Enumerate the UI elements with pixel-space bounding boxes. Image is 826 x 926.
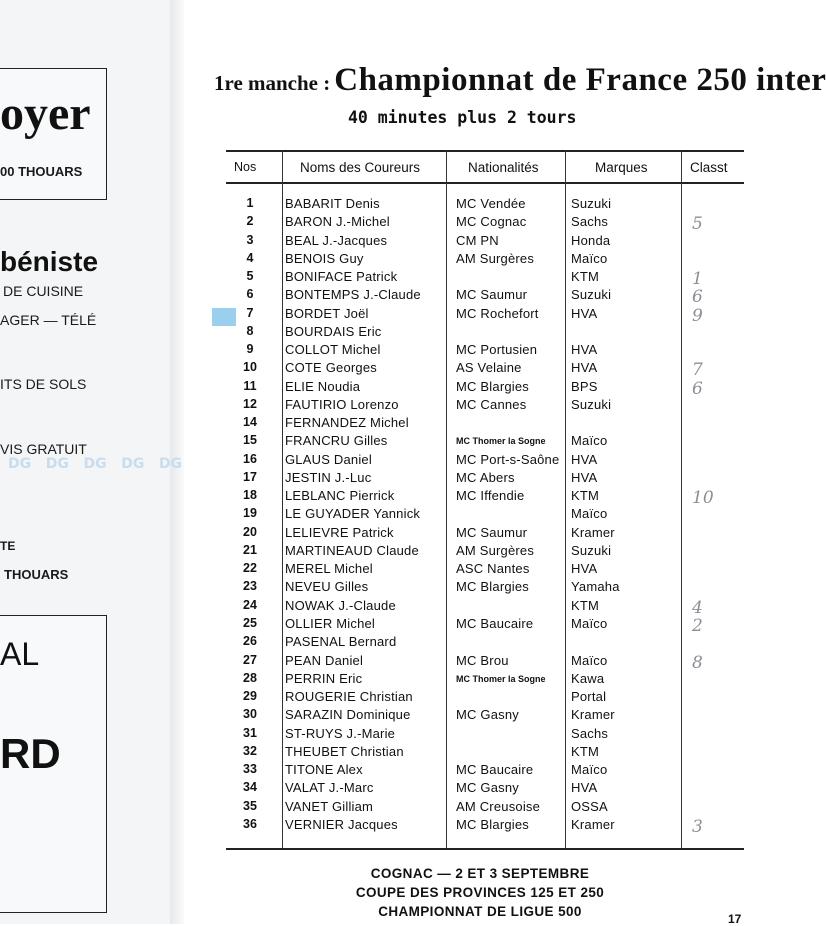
rider-name: BABARIT Denis [285, 196, 380, 211]
rider-name: COLLOT Michel [285, 342, 381, 358]
rider-brand: Maïco [571, 652, 608, 668]
ad-line-4: VIS GRATUIT [0, 441, 87, 457]
rider-name: BORDET Joël [285, 305, 369, 321]
title-prefix: 1re manche : [214, 71, 331, 95]
rider-brand: Maïco [571, 250, 608, 266]
rider-name: JESTIN J.-Luc [285, 469, 372, 485]
rider-name: GLAUS Daniel [285, 451, 372, 467]
header-mar: Marques [595, 160, 648, 175]
rider-brand: BPS [571, 378, 598, 394]
rider-brand: HVA [571, 780, 598, 796]
rider-name: LEBLANC Pierrick [285, 488, 395, 504]
rider-number: 16 [243, 451, 257, 466]
rider-number: 12 [243, 396, 257, 411]
ad-city-2: THOUARS [4, 567, 69, 582]
rider-brand: Maïco [571, 615, 608, 631]
rider-number: 31 [243, 725, 257, 740]
rider-number: 8 [246, 323, 254, 338]
rider-name: BENOIS Guy [285, 250, 364, 266]
rider-rank: 3 [692, 816, 703, 837]
rider-club: AS Velaine [456, 360, 522, 376]
table-row [0, 671, 750, 689]
rider-brand: Kramer [571, 816, 615, 832]
header-name: Noms des Coureurs [300, 160, 421, 175]
table-row [0, 634, 750, 652]
rider-name: FAUTIRIO Lorenzo [285, 396, 399, 412]
rider-number: 18 [243, 488, 257, 503]
table-row [0, 579, 750, 597]
table-header-rule [226, 182, 744, 184]
rider-rank: 9 [692, 305, 703, 326]
table-row [0, 379, 750, 397]
rider-number: 26 [243, 634, 257, 649]
ad-line-1: DE CUISINE [3, 283, 84, 299]
rider-rank: 6 [692, 287, 703, 308]
rider-club: MC Cognac [456, 214, 527, 230]
ad-big-2: RD [0, 730, 61, 777]
rider-club: MC Blargies [456, 579, 529, 595]
rider-number: 17 [243, 469, 257, 484]
table-row [0, 543, 750, 561]
rider-brand: Suzuki [571, 396, 612, 412]
rider-brand: Kawa [571, 670, 605, 686]
rider-rank: 6 [692, 378, 703, 399]
rider-name: VANET Gilliam [285, 798, 374, 814]
rider-name: VERNIER Jacques [285, 816, 398, 832]
table-row [0, 415, 750, 433]
rider-club: AM Surgères [456, 542, 535, 558]
rider-number: 34 [243, 780, 257, 795]
table-row [0, 561, 750, 579]
rider-name: PEAN Daniel [285, 652, 364, 668]
table-top-rule [226, 150, 744, 152]
rider-number: 27 [243, 652, 257, 667]
rider-name: LE GUYADER Yannick [285, 506, 421, 522]
rider-club: MC Baucaire [456, 762, 534, 778]
table-bottom-rule [226, 848, 744, 850]
rider-brand: Portal [571, 689, 607, 705]
rider-brand: Sachs [571, 725, 609, 741]
rider-name: ST-RUYS J.-Marie [285, 725, 396, 741]
rider-rank: 1 [692, 269, 703, 290]
table-row [0, 653, 750, 671]
table-row [0, 525, 750, 543]
rider-brand: OSSA [571, 798, 608, 814]
rider-club: MC Saumur [456, 287, 528, 303]
table-row [0, 397, 750, 415]
rider-name: NOWAK J.-Claude [285, 597, 396, 613]
rider-name: TITONE Alex [285, 762, 363, 778]
rider-brand: HVA [571, 469, 598, 485]
page-number: 17 [728, 912, 742, 926]
rider-name: PERRIN Eric [285, 670, 363, 686]
rider-name: COTE Georges [285, 360, 377, 376]
page-title [214, 62, 826, 99]
table-row [0, 360, 750, 381]
rider-brand: Suzuki [571, 196, 612, 211]
rider-number: 25 [243, 615, 257, 630]
rider-club: MC Blargies [456, 378, 529, 394]
table-row [0, 598, 750, 616]
table-row [0, 251, 750, 269]
rider-brand: Maïco [571, 433, 608, 449]
rider-name: ELIE Noudia [285, 378, 361, 394]
rider-name: LELIEVRE Patrick [285, 524, 394, 540]
table-row [0, 762, 750, 780]
rider-number: 6 [246, 287, 254, 302]
table-row [0, 689, 750, 707]
table-row [0, 744, 750, 762]
rider-brand: HVA [571, 561, 598, 577]
table-row [0, 817, 750, 835]
rider-club: MC Saumur [456, 524, 528, 540]
rider-club: MC Iffendie [456, 488, 525, 504]
rider-brand: HVA [571, 451, 598, 467]
rider-club: MC Rochefort [456, 305, 539, 321]
rider-brand: HVA [571, 360, 598, 376]
ad-line-2: AGER — TÉLÉ [0, 312, 97, 328]
rider-brand: Yamaha [571, 579, 620, 595]
ad-brand-fragment: oyer [0, 87, 91, 140]
table-row [0, 470, 750, 488]
rider-club: MC Gasny [456, 707, 520, 723]
rider-name: BOURDAIS Eric [285, 323, 382, 339]
table-row [0, 287, 750, 308]
ad-city: 00 THOUARS [0, 164, 83, 179]
rider-number: 1 [246, 196, 254, 210]
rider-name: PASENAL Bernard [285, 634, 397, 650]
rider-number: 21 [243, 542, 257, 557]
rider-number: 14 [243, 415, 257, 430]
table-row [0, 506, 750, 524]
table-row [0, 488, 750, 509]
rider-number: 15 [243, 433, 257, 448]
rider-number: 29 [243, 689, 257, 704]
ad-te: TE [0, 539, 16, 553]
rider-name: ROUGERIE Christian [285, 689, 413, 705]
rider-rank: 5 [692, 214, 703, 235]
rider-number: 4 [246, 250, 254, 265]
rider-number: 11 [243, 378, 257, 393]
rider-number: 20 [243, 524, 257, 539]
rider-name: SARAZIN Dominique [285, 707, 411, 723]
rider-brand: HVA [571, 342, 598, 358]
rider-number: 30 [243, 707, 257, 722]
ad-big-1: AL [0, 636, 40, 672]
rider-number: 2 [246, 214, 254, 229]
rider-number: 23 [243, 579, 257, 594]
rider-brand: HVA [571, 305, 598, 321]
rider-number: 36 [243, 816, 257, 831]
rider-club: MC Vendée [456, 196, 526, 211]
table-row [0, 269, 750, 290]
rider-club: MC Cannes [456, 396, 527, 412]
rider-rank: 7 [692, 360, 703, 381]
rider-number: 7 [246, 305, 254, 320]
table-row [0, 707, 750, 725]
ad-heading: béniste [0, 246, 99, 277]
rider-club: MC Baucaire [456, 615, 534, 631]
rider-number: 10 [243, 360, 257, 375]
title-main: Championnat de France 250 inter [334, 62, 826, 98]
rider-club: MC Thomer la Sogne [456, 673, 546, 684]
rider-number: 9 [246, 342, 254, 357]
rider-brand: KTM [571, 269, 600, 285]
rider-brand: Maïco [571, 506, 608, 522]
rider-number: 19 [243, 506, 257, 521]
header-nat: Nationalités [468, 160, 539, 175]
rider-brand: Kramer [571, 707, 615, 723]
rider-rank: 4 [692, 597, 703, 618]
table-row [0, 342, 750, 360]
rider-club: MC Blargies [456, 816, 529, 832]
rider-number: 22 [243, 561, 257, 576]
rider-brand: Honda [571, 232, 611, 248]
footer-line-3: CHAMPIONNAT DE LIGUE 500 [378, 904, 582, 919]
rider-name: BONTEMPS J.-Claude [285, 287, 421, 303]
rider-number: 24 [243, 597, 257, 612]
footer-line-1: COGNAC — 2 ET 3 SEPTEMBRE [370, 866, 590, 881]
table-row [0, 616, 750, 634]
rider-brand: Kramer [571, 524, 615, 540]
rider-brand: KTM [571, 597, 600, 613]
rider-number: 33 [243, 762, 257, 777]
header-cls: Classt [690, 160, 728, 175]
rider-number: 35 [243, 798, 257, 813]
rider-club: ASC Nantes [456, 561, 530, 577]
rider-name: MEREL Michel [285, 561, 373, 577]
table-row [0, 726, 750, 744]
rider-club: AM Creusoise [456, 798, 541, 814]
rider-name: BARON J.-Michel [285, 214, 390, 230]
rider-brand: Maïco [571, 762, 608, 778]
rider-club: CM PN [456, 232, 499, 248]
rider-name: OLLIER Michel [285, 615, 376, 631]
rider-brand: KTM [571, 743, 600, 759]
rider-name: BONIFACE Patrick [285, 269, 398, 285]
rider-brand: Suzuki [571, 287, 612, 303]
rider-brand: Sachs [571, 214, 609, 230]
table-row [0, 233, 750, 251]
rider-name: FRANCRU Gilles [285, 433, 388, 449]
rider-club: MC Port-s-Saône [456, 451, 560, 467]
rider-number: 5 [246, 269, 254, 284]
ad-line-3: ITS DE SOLS [0, 376, 87, 392]
table-row [0, 452, 750, 470]
table-row [0, 799, 750, 817]
table-row [0, 780, 750, 798]
rider-rank: 2 [692, 615, 703, 636]
table-row [0, 324, 750, 342]
rider-rank: 10 [692, 488, 714, 509]
rider-club: MC Gasny [456, 780, 520, 796]
footer-line-2: COUPE DES PROVINCES 125 ET 250 [355, 885, 605, 900]
rider-name: THEUBET Christian [285, 743, 404, 759]
rider-club: AM Surgères [456, 250, 535, 266]
rider-name: BEAL J.-Jacques [285, 232, 388, 248]
watermark: DG DG DG DG DG [8, 456, 183, 472]
header-no: Nos [234, 160, 257, 174]
rider-name: FERNANDEZ Michel [285, 415, 409, 431]
rider-number: 32 [243, 743, 257, 758]
rider-club: MC Portusien [456, 342, 538, 358]
table-row [0, 214, 750, 235]
rider-name: MARTINEAUD Claude [285, 542, 419, 558]
table-row [0, 196, 750, 214]
rider-number: 28 [243, 670, 257, 685]
rider-name: VALAT J.-Marc [285, 780, 374, 796]
rider-club: MC Brou [456, 652, 509, 668]
rider-rank: 8 [692, 652, 703, 673]
rider-brand: Suzuki [571, 542, 612, 558]
rider-name: NEVEU Gilles [285, 579, 369, 595]
table-row [0, 306, 750, 324]
rider-club: MC Abers [456, 469, 515, 485]
rider-club: MC Thomer la Sogne [456, 436, 546, 447]
page-subtitle: 40 minutes plus 2 tours [348, 108, 577, 127]
rider-brand: KTM [571, 488, 600, 504]
rider-number: 3 [246, 232, 254, 247]
table-row [0, 433, 750, 451]
